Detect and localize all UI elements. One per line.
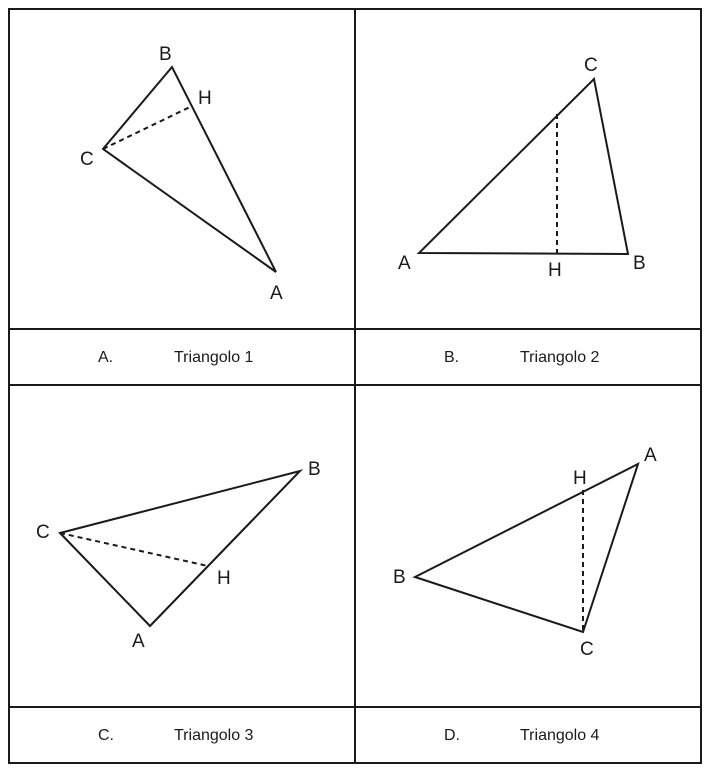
option-a-caption (10, 330, 354, 386)
option-b-letter: B. (444, 349, 460, 366)
triangle-3-label-b: B (308, 459, 321, 480)
triangle-2-label-a: A (398, 253, 411, 274)
triangle-2-label-c: C (584, 55, 598, 76)
triangle-1-label-a: A (270, 283, 283, 304)
option-d-name: Triangolo 4 (520, 727, 600, 744)
triangle-2-label-h: H (548, 260, 562, 281)
triangle-3-figure (10, 386, 354, 706)
triangle-2-figure (356, 10, 700, 328)
triangle-4-label-c: C (580, 639, 594, 660)
triangle-1-label-b: B (159, 44, 172, 65)
triangle-3-label-c: C (36, 522, 50, 543)
option-c-caption (10, 708, 354, 764)
option-a-name: Triangolo 1 (174, 349, 254, 366)
triangle-4-shape (415, 464, 638, 632)
triangle-1-figure (10, 10, 354, 328)
triangle-3-label-a: A (132, 631, 145, 652)
option-d-letter: D. (444, 727, 460, 744)
triangle-1-shape (103, 67, 276, 272)
option-b-caption (356, 330, 700, 386)
triangle-4-label-b: B (393, 567, 406, 588)
triangle-1-altitude (103, 106, 192, 149)
triangle-2-label-b: B (633, 253, 646, 274)
triangle-1-label-c: C (80, 149, 94, 170)
option-c-name: Triangolo 3 (174, 727, 254, 744)
triangle-3-shape (60, 471, 300, 626)
option-c-letter: C. (98, 727, 114, 744)
triangle-3-label-h: H (217, 568, 231, 589)
triangle-3-altitude (60, 533, 208, 566)
option-a-letter: A. (98, 349, 114, 366)
triangle-4-label-a: A (644, 445, 657, 466)
triangle-4-figure (356, 386, 700, 706)
option-d-caption (356, 708, 700, 764)
triangle-4-label-h: H (573, 468, 587, 489)
option-b-name: Triangolo 2 (520, 349, 600, 366)
triangle-2-shape (419, 79, 628, 254)
triangle-1-label-h: H (198, 88, 212, 109)
